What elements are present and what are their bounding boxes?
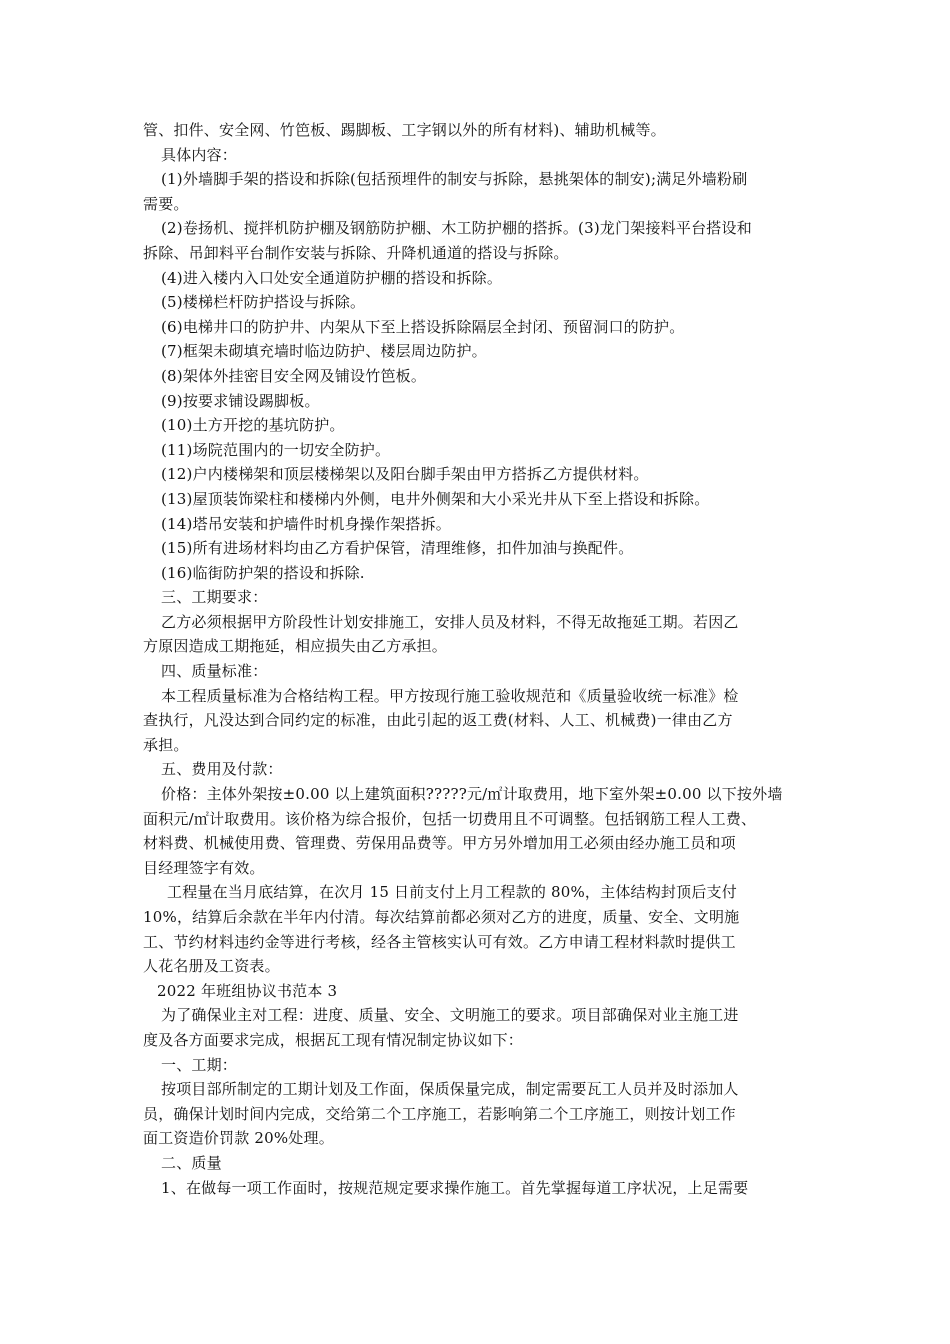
text-line: (8)架体外挂密目安全网及铺设竹笆板。 (161, 366, 427, 385)
text-line: 三、工期要求： (161, 588, 268, 607)
text-line: 管、扣件、安全网、竹笆板、踢脚板、工字钢以外的所有材料)、辅助机械等。 (143, 121, 666, 139)
text-line: 乙方必须根据甲方阶段性计划安排施工，安排人员及材料，不得无故拖延工期。若因乙 (161, 612, 739, 631)
text-line: 按项目部所制定的工期计划及工作面，保质保量完成，制定需要瓦工人员并及时添加人 (161, 1080, 739, 1099)
text-line: 面积元/㎡计取费用。该价格为综合报价，包括一切费用且不可调整。包括钢筋工程人工费、 (143, 809, 757, 828)
text-line: 拆除、吊卸料平台制作安装与拆除、升降机通道的搭设与拆除。 (143, 243, 569, 262)
text-line: (4)进入楼内入口处安全通道防护棚的搭设和拆除。 (161, 268, 503, 287)
text-line: (12)户内楼梯架和顶层楼梯架以及阳台脚手架由甲方搭拆乙方提供材料。 (161, 465, 649, 484)
text-line: 五、费用及付款： (161, 760, 283, 779)
text-line: (11)场院范围内的一切安全防护。 (161, 440, 391, 459)
text-line: (9)按要求铺设踢脚板。 (161, 391, 320, 410)
text-line: (14)塔吊安装和护墙件时机身操作架搭拆。 (161, 514, 451, 533)
text-line: 价格：主体外架按±0.00 以上建筑面积?????元/㎡计取费用，地下室外架±0.00 以下按外墙 (161, 785, 783, 804)
text-line: (10)土方开挖的基坑防护。 (161, 416, 345, 435)
text-line: 需要。 (143, 194, 189, 213)
text-line: (6)电梯井口的防护井、内架从下至上搭设拆除隔层全封闭、预留洞口的防护。 (161, 317, 685, 336)
text-line: (13)屋顶装饰梁柱和楼梯内外侧，电井外侧架和大小采光井从下至上搭设和拆除。 (161, 489, 710, 508)
text-line: 查执行，凡没达到合同约定的标准，由此引起的返工费(材料、人工、机械费)一律由乙方 (143, 711, 733, 730)
text-line: 1、在做每一项工作面时，按规范规定要求操作施工。首先掌握每道工序状况，上足需要 (161, 1178, 749, 1197)
text-line: 2022 年班组协议书范本 3 (157, 981, 338, 1000)
text-line: 承担。 (143, 735, 189, 754)
text-line: 具体内容： (161, 145, 238, 164)
text-line: (16)临街防护架的搭设和拆除. (161, 563, 365, 582)
text-line: 方原因造成工期拖延，相应损失由乙方承担。 (143, 637, 448, 656)
text-line: (5)楼梯栏杆防护搭设与拆除。 (161, 293, 366, 312)
text-line: (2)卷扬机、搅拌机防护棚及钢筋防护棚、木工防护棚的搭拆。(3)龙门架接料平台搭设和 (161, 219, 752, 238)
text-line: 员，确保计划时间内完成，交给第二个工序施工，若影响第二个工序施工，则按计划工作 (143, 1104, 736, 1123)
text-line: 二、质量 (161, 1153, 222, 1172)
text-line: 材料费、机械使用费、管理费、劳保用品费等。甲方另外增加用工必须由经办施工员和项 (143, 834, 736, 853)
document-page (143, 118, 811, 1200)
text-line: (7)框架未砌填充墙时临边防护、楼层周边防护。 (161, 342, 487, 361)
text-line: 一、工期： (161, 1055, 238, 1074)
text-line: (15)所有进场材料均由乙方看护保管，清理维修，扣件加油与换配件。 (161, 539, 634, 558)
text-line: 度及各方面要求完成，根据瓦工现有情况制定协议如下： (143, 1030, 524, 1049)
text-line: 工程量在当月底结算，在次月 15 日前支付上月工程款的 80%，主体结构封顶后支付 (167, 883, 737, 902)
text-line: 为了确保业主对工程：进度、质量、安全、文明施工的要求。项目部确保对业主施工进 (161, 1006, 739, 1025)
text-line: (1)外墙脚手架的搭设和拆除(包括预埋件的制安与拆除，悬挑架体的制安);满足外墙粉刷 (161, 170, 748, 189)
text-line: 工、节约材料违约金等进行考核，经各主管核实认可有效。乙方申请工程材料款时提供工 (143, 932, 736, 951)
text-line: 人花名册及工资表。 (143, 957, 280, 976)
text-line: 目经理签字有效。 (143, 858, 265, 877)
text-line: 本工程质量标准为合格结构工程。甲方按现行施工验收规范和《质量验收统一标准》检 (161, 686, 739, 705)
text-line: 面工资造价罚款 20%处理。 (143, 1129, 334, 1148)
text-line: 10%，结算后余款在半年内付清。每次结算前都必须对乙方的进度，质量、安全、文明施 (143, 908, 740, 926)
text-line: 四、质量标准： (161, 662, 268, 681)
